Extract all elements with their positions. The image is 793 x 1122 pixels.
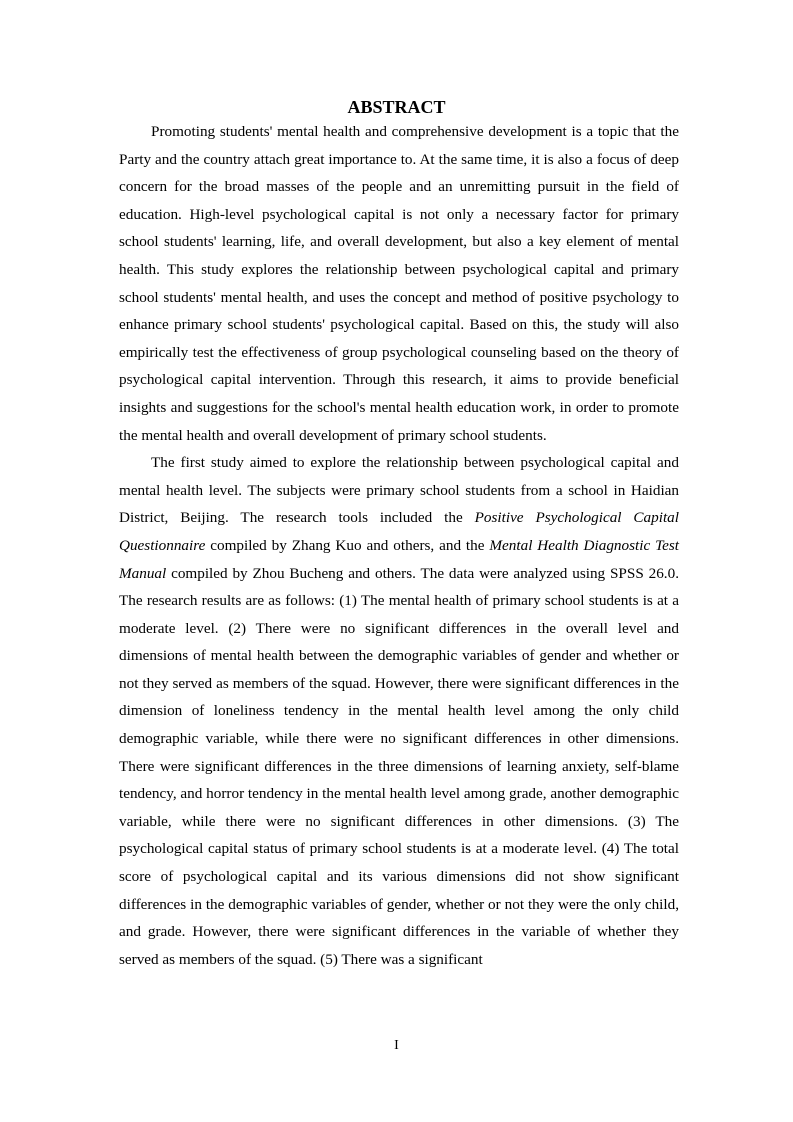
questionnaire-title-italic: Positive Psychological Capital Questionnaire [119,509,679,554]
paragraph-2-text-part-2: compiled by Zhang Kuo and others, and the [205,536,490,554]
abstract-body [119,118,679,973]
paragraph-2-text-part-1: The first study aimed to explore the relationship between psychological capital and mental health level. The subjects were primary school students from a school in Haidian District, Beijing. The research tools included the [119,454,679,527]
manual-title-italic: Mental Health Diagnostic Test Manual [119,536,680,582]
abstract-paragraph-2 [119,449,679,973]
abstract-paragraph-1: Promoting students' mental health and comprehensive development is a topic that the Party and the country attach great importance to. At the same time, it is also a focus of deep concern for the broad masses of the people and an unremitting pursuit in the field of education. High-level psychological capital is not only a necessary factor for primary school students' learning, life, and overall development, but also a key element of mental health. This study explores the relationship between psychological capital and primary school students' mental health, and uses the concept and method of positive psychology to enhance primary school students' psychological capital. Based on this, the study will also empirically test the effectiveness of group psychological counseling based on the theory of psychological capital intervention. Through this research, it aims to provide beneficial insights and suggestions for the school's mental health education work, in order to promote the mental health and overall development of primary school students. [119,123,679,444]
paragraph-2-text-part-3: compiled by Zhou Bucheng and others. The data were analyzed using SPSS 26.0. The research results are as follows: (1) The mental health of primary school students is at a moderate level. (2) There were no significant differences in the overall level and dimensions of mental health between the demographic variables of gender and whether or not they served as members of the squad. However, there were significant differences in the dimension of loneliness tendency in the mental health level among the only child demographic variable, while there were no significant differences in other dimensions. There were significant differences in the three dimensions of learning anxiety, self-blame tendency, and horror tendency in the mental health level among grade, another demographic variable, while there were no significant differences in other dimensions. (3) The psychological capital status of primary school students is at a moderate level. (4) The total score of psychological capital and its various dimensions did not show significant differences in the demographic variables of gender, whether or not they were the only child, and grade. However, there were significant differences in the variable of whether they served as members of the squad. (5) There was a significant [119,564,679,968]
page-number: I [394,1038,399,1053]
abstract-title: ABSTRACT [347,97,446,117]
